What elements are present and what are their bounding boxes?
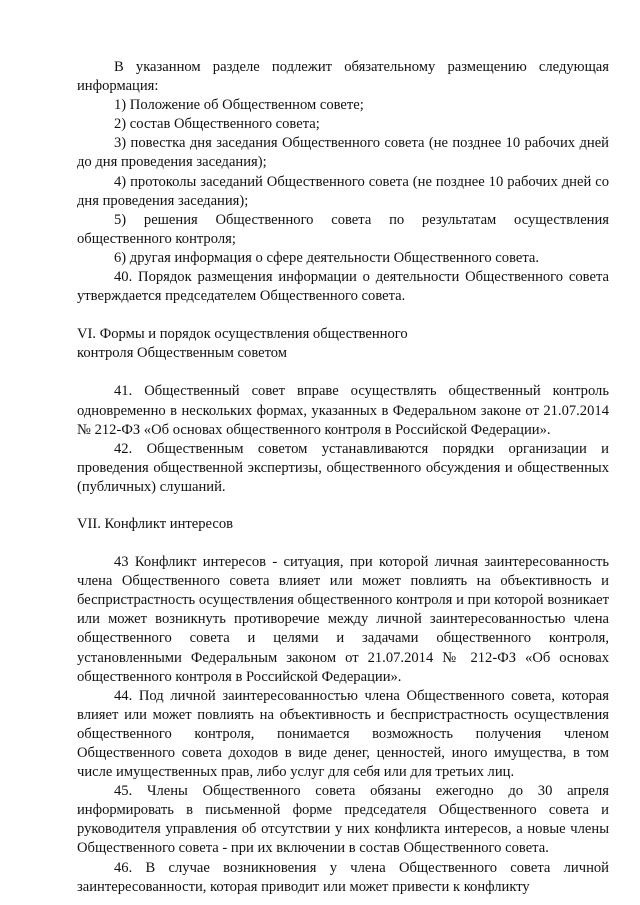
section-heading-vii: VII. Конфликт интересов xyxy=(77,515,234,532)
list-item: 6) другая информация о сфере деятельности Общественного совета. xyxy=(114,249,540,266)
document-body xyxy=(77,58,609,897)
section-heading-line: контроля Общественным советом xyxy=(77,345,288,362)
list-item: 5) решения Общественного совета по результатам осуществления общественного контроля; xyxy=(77,211,609,247)
list-item: 3) повестка дня заседания Общественного совета (не позднее 10 рабочих дней до дня проведения заседания); xyxy=(77,135,609,171)
paragraph-46: 46. В случае возникновения у члена Общественного совета личной заинтересованности, которая приводит или может привести к конфликту xyxy=(77,859,609,895)
paragraph-intro: В указанном разделе подлежит обязательному размещению следующая информация: xyxy=(77,59,609,95)
paragraph-44: 44. Под личной заинтересованностью члена Общественного совета, которая влияет или может повлиять на объективность и беспристрастность осуществления общественного контроля, понимается возможность получения членом Общественного совета доходов в виде денег, ценностей, иного имущества, в том числе имущественных прав, либо услуг для себя или для третьих лиц. xyxy=(77,687,609,781)
list-item: 2) состав Общественного совета; xyxy=(114,116,320,133)
list-item: 1) Положение об Общественном совете; xyxy=(114,97,364,114)
paragraph-45: 45. Члены Общественного совета обязаны ежегодно до 30 апреля информировать в письменной форме председателя Общественного совета и руководителя управления об отсутствии у них конфликта интересов, а новые члены Общественного совета - при их включении в состав Общественного совета. xyxy=(77,783,609,857)
paragraph-40: 40. Порядок размещения информации о деятельности Общественного совета утверждается председателем Общественного совета. xyxy=(77,269,609,305)
paragraph-41: 41. Общественный совет вправе осуществлять общественный контроль одновременно в нескольких формах, указанных в Федеральном законе от 21.07.2014 № 212-ФЗ «Об основах общественного контроля в Российской Федерации». xyxy=(77,383,609,438)
paragraph-43: 43 Конфликт интересов - ситуация, при которой личная заинтересованность члена Общественного совета влияет или может повлиять на объективность и беспристрастность осуществления общественного контроля и при которой возникает или может возникнуть противоречие между личной заинтересованностью члена общественного совета и целями и задачами общественного контроля, установленными Федеральным законом от 21.07.2014 № 212-ФЗ «Об основах общественного контроля в Российской Федерации». xyxy=(77,554,609,685)
section-heading-line: VI. Формы и порядок осуществления общественного xyxy=(77,326,408,343)
list-item: 4) протоколы заседаний Общественного совета (не позднее 10 рабочих дней со дня проведения заседания); xyxy=(77,173,609,209)
paragraph-42: 42. Общественным советом устанавливаются порядки организации и проведения общественной экспертизы, общественного обсуждения и общественных (публичных) слушаний. xyxy=(77,440,609,495)
section-heading-vi xyxy=(77,325,609,363)
